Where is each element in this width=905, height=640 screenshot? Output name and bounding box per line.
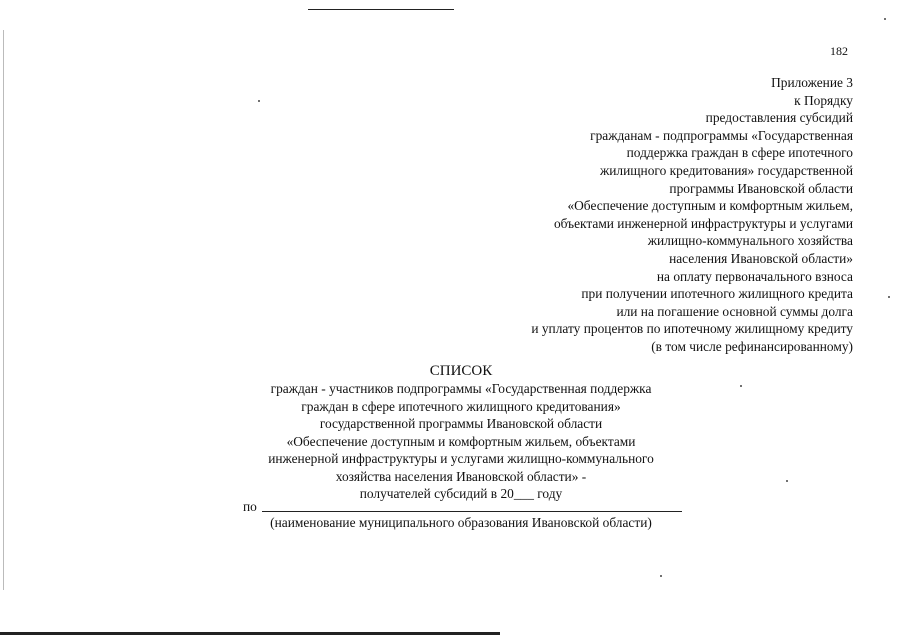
list-description [232,380,690,503]
scan-line-left [3,30,4,590]
appendix-line: гражданам - подпрограммы «Государственная [590,127,853,143]
scan-speck [884,18,886,20]
list-line: государственной программы Ивановской области [319,416,603,431]
appendix-line: «Обеспечение доступным и комфортным жильем, [567,198,853,214]
list-line: получателей субсидий в 20___ году [359,486,563,501]
appendix-line: жилищного кредитования» государственной [599,162,853,178]
list-line: хозяйства населения Ивановской области» - [335,468,587,484]
page-number: 182 [830,44,848,58]
appendix-line: или на погашение основной суммы долга [616,303,853,319]
scan-line-bottom [0,632,500,635]
municipality-blank-line [262,511,682,512]
appendix-line: жилищно-коммунального хозяйства [647,233,853,249]
scan-speck [660,575,662,577]
appendix-line: при получении ипотечного жилищного кредита [581,286,853,302]
appendix-line: и уплату процентов по ипотечному жилищному кредиту [531,321,853,337]
appendix-line: к Порядку [794,92,853,108]
appendix-line: объектами инженерной инфраструктуры и услугами [553,215,853,231]
scan-speck [888,296,890,298]
list-line: «Обеспечение доступным и комфортным жильем, объектами [286,433,636,449]
scan-speck [740,385,742,387]
list-title: СПИСОК [429,363,493,379]
list-line: инженерной инфраструктуры и услугами жилищно-коммунального [268,451,654,466]
municipality-caption: (наименование муниципального образования Ивановской области) [270,515,652,530]
scan-line-top [308,9,454,10]
appendix-line: на оплату первоначального взноса [656,268,853,284]
appendix-line: (в том числе рефинансированному) [651,338,853,354]
appendix-header [531,74,853,356]
municipality-label: по [243,499,257,514]
list-line: граждан в сфере ипотечного жилищного кредитования» [301,398,621,414]
list-line: граждан - участников подпрограммы «Государственная поддержка [270,381,652,396]
appendix-line: населения Ивановской области» [669,250,853,266]
appendix-line: поддержка граждан в сфере ипотечного [626,145,853,161]
scan-speck [258,100,260,102]
scan-speck [786,480,788,482]
appendix-line: предоставления субсидий [705,110,853,126]
appendix-line: Приложение 3 [771,75,853,90]
appendix-line: программы Ивановской области [669,180,853,196]
